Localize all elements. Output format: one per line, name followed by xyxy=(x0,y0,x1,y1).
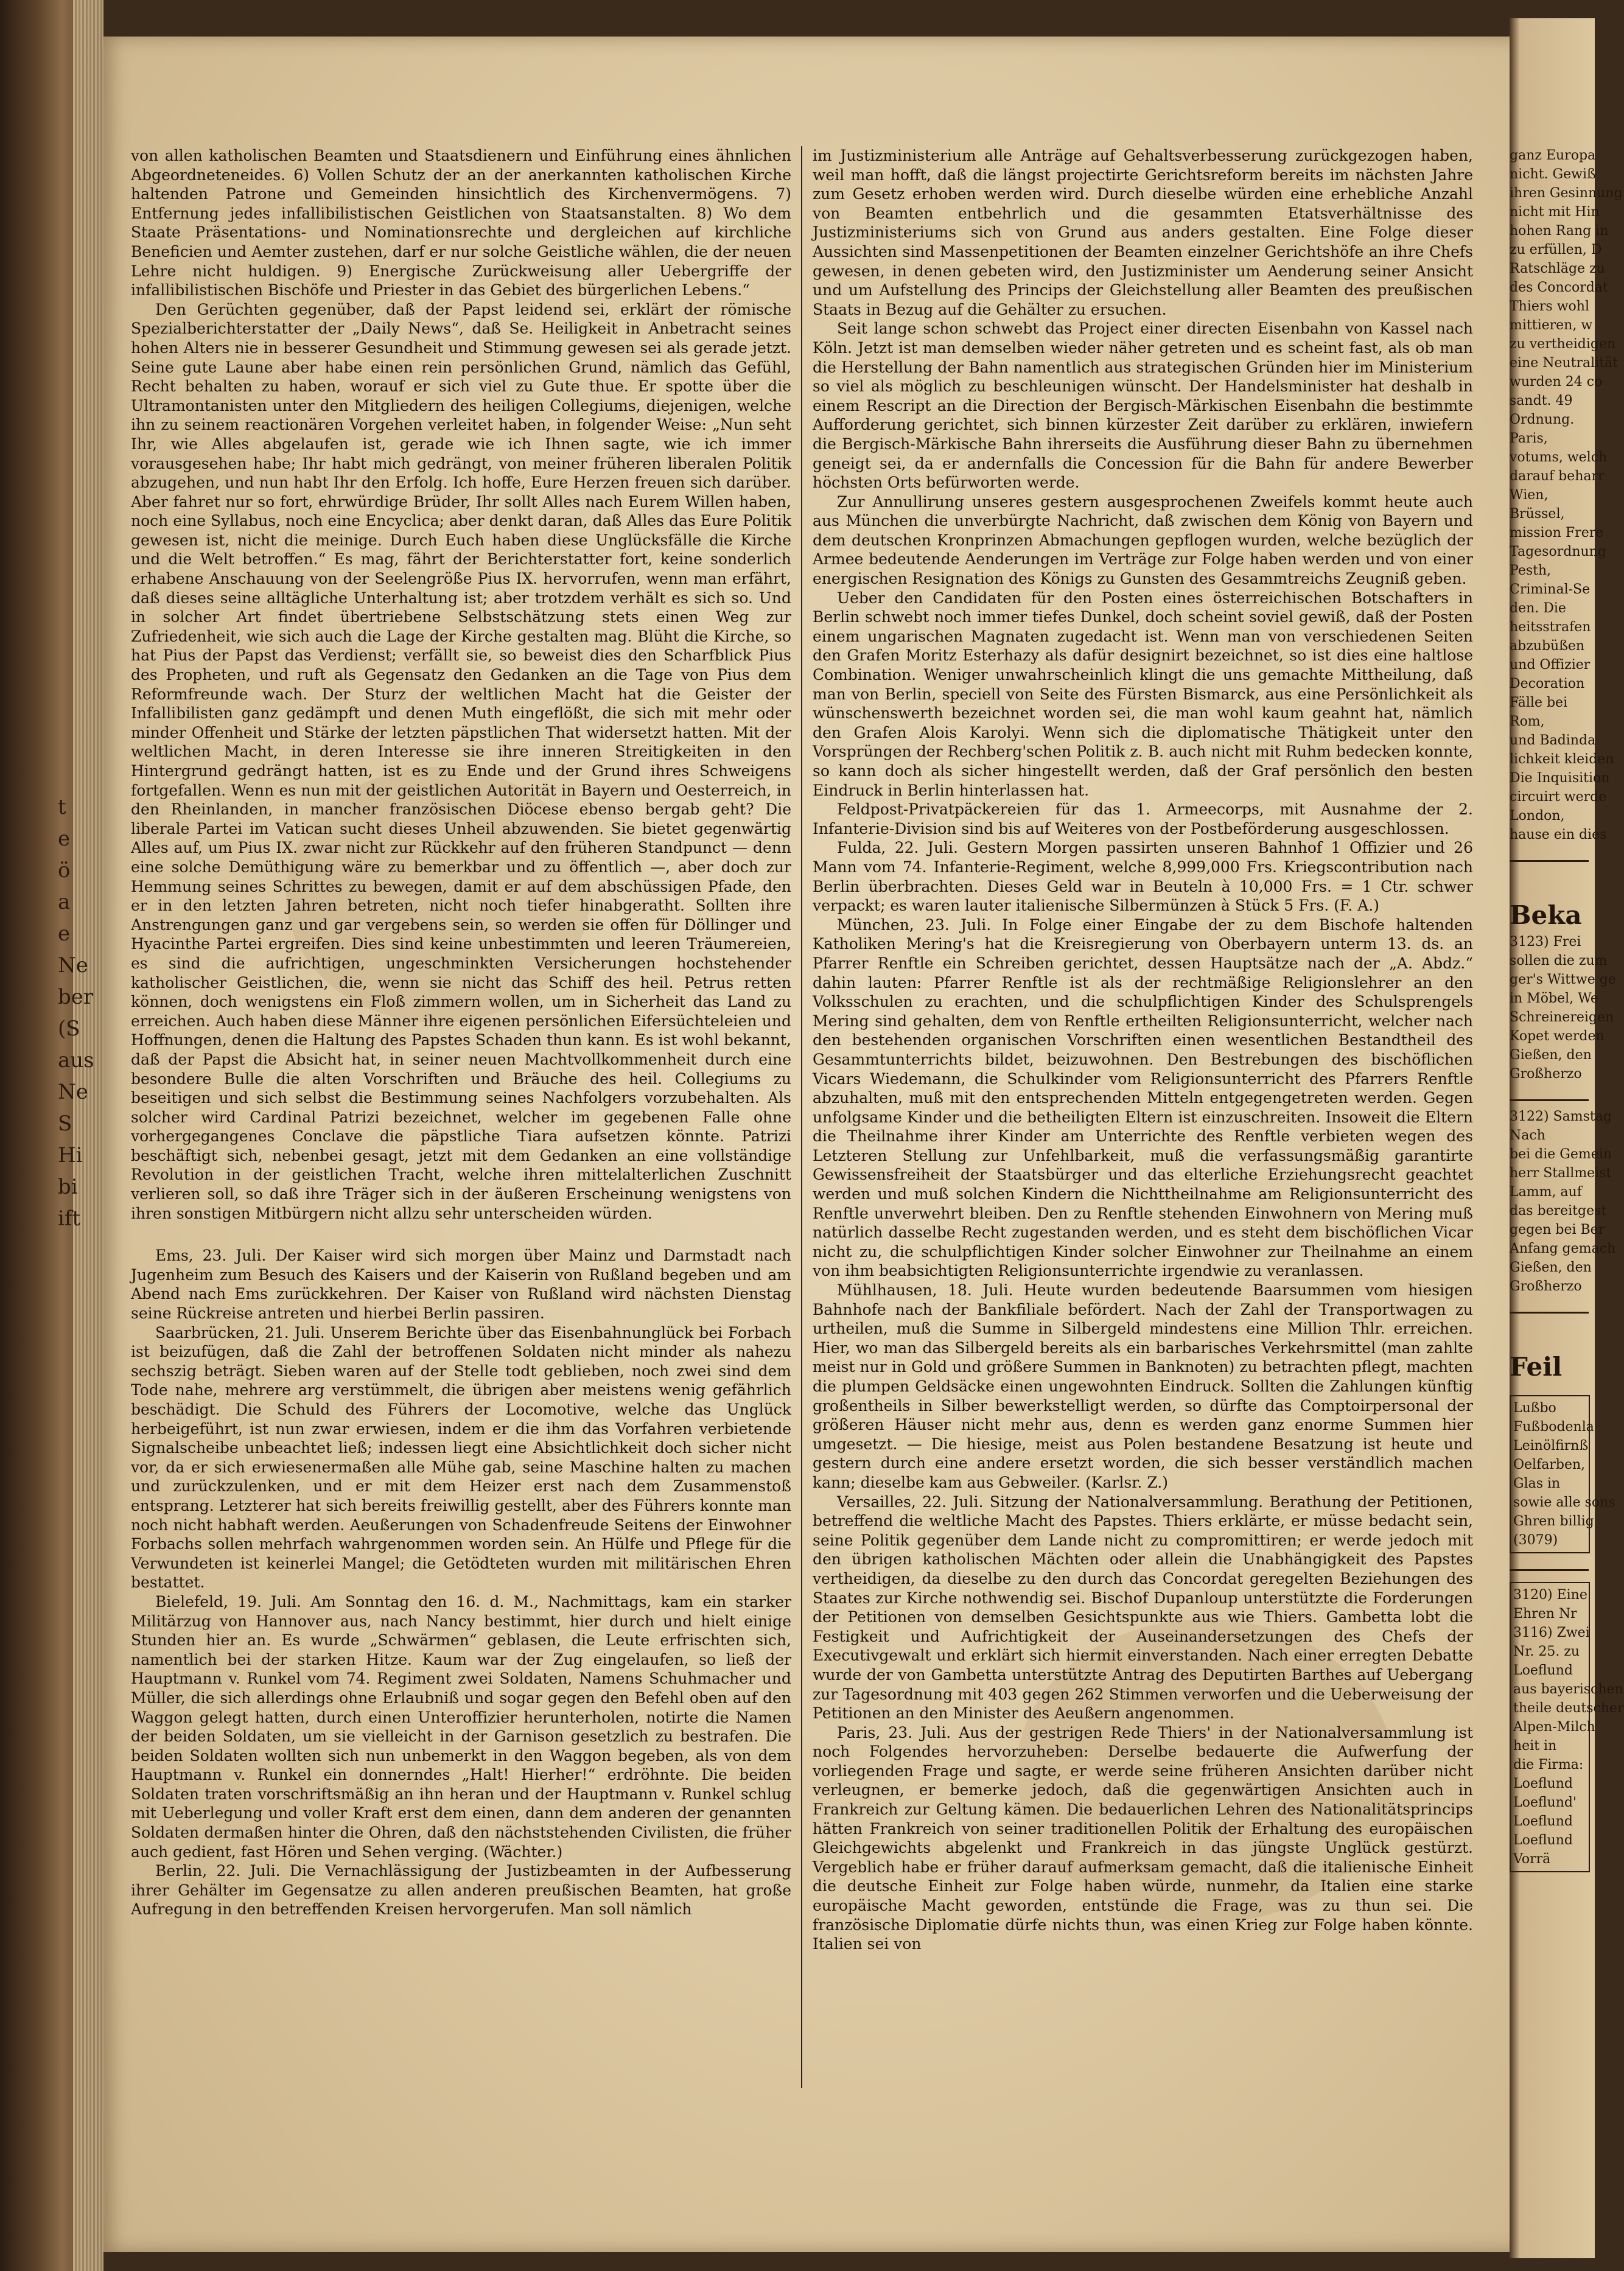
article-column-right xyxy=(813,146,1473,2094)
sidebar-line: theile deutscher xyxy=(1513,1701,1624,1716)
sidebar-line: das bereitgest xyxy=(1510,1203,1607,1219)
sidebar-line: ganz Europa xyxy=(1510,148,1596,163)
sidebar-line: zu erfüllen, D xyxy=(1510,242,1602,257)
news-item-berlin: Berlin, 22. Juli. Die Vernachlässigung der Justizbeamten in der Aufbesserung ihrer Gehälter im Gegensatze zu allen anderen preußischen Beamten, hat große Aufregung in den betreffenden Kreisen hervorgerufen. Man soll nämlich xyxy=(131,1862,791,1919)
sidebar-line: Ordnung. xyxy=(1510,412,1575,427)
sidebar-line: den. Die xyxy=(1510,601,1566,616)
left-margin-fragments xyxy=(58,791,100,2009)
sidebar-line: darauf beharr xyxy=(1510,469,1605,484)
sidebar-line: Pesth, xyxy=(1510,563,1552,578)
sidebar-line: eine Neutralität xyxy=(1510,355,1619,371)
margin-fragment: Ne xyxy=(58,1080,88,1104)
margin-fragment: (S xyxy=(58,1017,80,1041)
sidebar-line: Paris, xyxy=(1510,431,1548,446)
sidebar-line: Ghren billig xyxy=(1513,1514,1594,1529)
sidebar-line: Nach xyxy=(1510,1128,1545,1143)
news-item-bielefeld: Bielefeld, 19. Juli. Am Sonntag den 16. d. M., Nachmittags, kam ein starker Militärzug von Hannover aus, nach Nancy bestimmt, hier durch und hielt einige Stunden hier an. Es wurde „Schwärmen“ geblasen, die Leute erfrischten sich, namentlich bei der starken Hitze. Kaum war der Zug eingelaufen, so ließ der Hauptmann v. Runkel vom 74. Regiment zwei Soldaten, Namens Schuhmacher und Müller, die sich allerdings ohne Erlaubniß und sogar gegen den Befehl oben auf den Waggon gelegt hatten, durch einen Unteroffizier herunterholen, notirte die Namen der beiden Soldaten, um sie vielleicht in der Garnison gesetzlich zu bestrafen. Die beiden Soldaten wollten sich nun unbemerkt in den Waggon begeben, als von dem Hauptmann v. Runkel ein donnerndes „Halt! Hierher!“ erdröhnte. Die beiden Soldaten traten vorschriftsmäßig an ihn heran und der Hauptmann v. Runkel schlug mit Ueberlegung und voller Kraft erst dem einen, dann dem anderen der genannten Soldaten dermaßen hinter die Ohren, daß den nächststehenden Civilisten, die früher auch gedient, fast Hören und Sehen verging. (Wächter.) xyxy=(131,1592,791,1861)
margin-fragment: ift xyxy=(58,1206,81,1231)
sidebar-line: lichkeit kleiden xyxy=(1510,752,1614,767)
sidebar-line: nicht mit Hin xyxy=(1510,205,1600,220)
sidebar-line: Criminal-Se xyxy=(1510,582,1591,597)
sidebar-line: Leinölfirnß xyxy=(1513,1438,1589,1454)
sidebar-line: Fußbodenla xyxy=(1513,1419,1594,1435)
sidebar-line: wurden 24 co xyxy=(1510,374,1603,390)
sidebar-line: Lamm, auf xyxy=(1510,1184,1582,1200)
sidebar-line: London, xyxy=(1510,808,1565,824)
sidebar-line: aus bayerischen xyxy=(1513,1682,1623,1697)
news-item-muehlhausen: Mühlhausen, 18. Juli. Heute wurden bedeutende Baarsummen vom hiesigen Bahnhofe nach der Bankfiliale befördert. Nach der Zahl der Transportwagen zu urtheilen, muß die Summe in Silbergeld mindestens eine Million Thlr. erreichen. Hier, wo man das Silbergeld bereits als ein barbarisches Verkehrsmittel (man zahlte meist nur in Gold und größere Summen in Banknoten) zu betrachten pflegt, machten die plumpen Geldsäcke einen ungewohnten Eindruck. Sollten die Zahlungen künftig großentheils in Silber bewerkstelligt werden, so dürfte das Comptoirpersonal der größeren Häuser nicht mehr aus, denn es werden ganz enorme Summen hier umgesetzt. — Die hiesige, meist aus Polen bestandene Besatzung ist heute und gestern durch eine andere ersetzt worden, die sich besser verständlich machen kann; dieselbe kam aus Gebweiler. (Karlsr. Z.) xyxy=(813,1281,1473,1491)
article-paragraph: Seit lange schon schwebt das Project einer directen Eisenbahn von Kassel nach Köln. Jetzt ist man demselben wieder näher getreten und es scheint fast, als ob man die Herstellung der Bahn namentlich aus strategischen Gründen hier im Ministerium so viel als möglich zu beschleunigen wünscht. Der Handelsminister hat deshalb in einem Rescript an die Direction der Bergisch-Märkischen Eisenbahn die bestimmte Aufforderung gerichtet, sich binnen kürzester Zeit darüber zu erklären, inwiefern die Bergisch-Märkische Bahn ihrerseits die Ausführung dieser Bahn zu übernehmen geneigt sei, da er andernfalls die Concession für die Bahn für andere Bewerber höchsten Orts befürworten werde. xyxy=(813,320,1473,492)
sidebar-line: 3116) Zwei xyxy=(1513,1625,1590,1640)
sidebar-line: Loeflund xyxy=(1513,1814,1573,1829)
adjacent-page-fragments xyxy=(1510,146,1624,2155)
news-item-ems: Ems, 23. Juli. Der Kaiser wird sich morgen über Mainz und Darmstadt nach Jugenheim zum Besuch des Kaisers und der Kaiserin von Rußland begeben und am Abend nach Ems zurückkehren. Der Kaiser von Rußland wird nächsten Dienstag seine Rückreise antreten und hierbei Berlin passiren. xyxy=(131,1247,791,1323)
sidebar-line: Brüssel, xyxy=(1510,506,1565,522)
sidebar-line: Fälle bei xyxy=(1510,695,1568,710)
sidebar-advertisement xyxy=(1510,1582,1624,1872)
column-divider xyxy=(801,146,802,2088)
sidebar-line: 3122) Samstag xyxy=(1510,1109,1612,1124)
sidebar-line: Thiers wohl xyxy=(1510,299,1589,314)
section-rule xyxy=(1510,1099,1589,1101)
sidebar-line: mittieren, w xyxy=(1510,318,1593,333)
sidebar-line: Vorrä xyxy=(1513,1852,1551,1867)
sidebar-line: Gießen, den xyxy=(1510,1260,1592,1275)
sidebar-line: Wien, xyxy=(1510,488,1549,503)
sidebar-line: des Concordat xyxy=(1510,280,1608,295)
sidebar-line: Oelfarben, xyxy=(1513,1457,1586,1472)
margin-fragment: Ne xyxy=(58,953,88,978)
sidebar-line: ger's Wittwe ge xyxy=(1510,972,1616,987)
article-paragraph: Feldpost-Privatpäckereien für das 1. Armeecorps, mit Ausnahme der 2. Infanterie-Division sind bis auf Weiteres von der Postbeförderung ausgeschlossen. xyxy=(813,800,1473,838)
margin-fragment: bi xyxy=(58,1175,78,1199)
margin-fragment: t xyxy=(58,795,66,819)
article-paragraph: Ueber den Candidaten für den Posten eines österreichischen Botschafters in Berlin schwebt noch immer tiefes Dunkel, doch scheint soviel gewiß, daß der Posten einem ungarischen Magnaten zugedacht ist. Wenn man von verschiedenen Seiten den Grafen Moritz Esterhazy als dafür designirt bezeichnet, so ist dies eine haltlose Combination. Weniger unwahrscheinlich klingt die uns gemachte Mittheilung, daß man von Berlin, speciell von Seite des Fürsten Bismarck, aus eine Persönlichkeit als wünschenswerth bezeichnet worden sei, die man wohl kaum geahnt hat, nämlich den Grafen Alois Karolyi. Wenn sich die diplomatische Thätigkeit unter den Vorsprüngen der Rechberg'schen Politik z. B. auch nicht mit Ruhm bedecken konnte, so kann doch als sicher hingestellt werden, daß der Graf persönlich den besten Eindruck in Berlin hinterlassen hat. xyxy=(813,589,1473,799)
margin-fragment: e xyxy=(58,922,71,946)
news-item-versailles: Versailles, 22. Juli. Sitzung der Nationalversammlung. Berathung der Petitionen, betreffend die weltliche Macht des Papstes. Thiers erklärte, er müsse bedacht sein, seine Politik gegenüber dem Lande nicht zu compromittiren; er werde jedoch mit den übrigen katholischen Mächten oder allein die Unabhängigkeit des Papstes vertheidigen, da dieselbe zu den durch das Concordat geregelten Beziehungen des Staates zur Kirche nothwendig sei. Bischof Dupanloup unterstützte die Forderungen der Petitionen von demselben Gesichtspunkte aus wie Thiers. Gambetta lobt die Festigkeit und Aufrichtigkeit der Auseinandersetzungen des Chefs der Executivgewalt und erklärt sich hiermit einverstanden. Nach einer erregten Debatte wurde der von Gambetta unterstützte Antrag des Deputirten Barthes auf Uebergang zur Tagesordnung mit 403 gegen 262 Stimmen verworfen und die Ueberweisung der Petitionen an den Minister des Aeußern angenommen. xyxy=(813,1492,1473,1723)
sidebar-line: Decoration xyxy=(1510,676,1585,691)
sidebar-line: die Firma: xyxy=(1513,1757,1584,1772)
sidebar-line: 3120) Eine xyxy=(1513,1587,1587,1603)
article-paragraph: Zur Annullirung unseres gestern ausgesprochenen Zweifels kommt heute auch aus München die unverbürgte Nachricht, daß zwischen dem König von Bayern und dem deutschen Kronprinzen Abmachungen gepflogen wurden, welche bezüglich der Armee bedeutende Aenderungen im Verträge zur Folge haben werden und von einer energischen Resignation des Königs zu Gunsten des Gesammtreichs Zeugniß geben. xyxy=(813,492,1473,588)
section-rule xyxy=(1510,1569,1589,1571)
article-paragraph: im Justizministerium alle Anträge auf Gehaltsverbesserung zurückgezogen haben, weil man hofft, daß die längst projectirte Gerichtsreform bereits im nächsten Jahre zum Gesetz erhoben werden wird. Durch dieselbe würden eine erhebliche Anzahl von Beamten entbehrlich und die gesammten Etatsverhältnisse des Justizministeriums sich von Grund aus anders gestalten. Eine Folge dieser Aussichten sind Massenpetitionen der Beamten einzelner Gerichtshöfe an ihre Chefs gewesen, in denen gebeten wird, den Justizminister um Aenderung seiner Ansicht und um Aufstellung des Princips der Gleichstellung aller Beamten des preußischen Staats in Bezug auf die Gehälter zu ersuchen. xyxy=(813,147,1473,318)
sidebar-notice xyxy=(1510,1107,1616,1296)
sidebar-line: nicht. Gewiß xyxy=(1510,167,1596,182)
margin-fragment: aus xyxy=(58,1048,94,1073)
margin-fragment: ö xyxy=(58,858,71,883)
sidebar-line: Kopet werden xyxy=(1510,1029,1605,1044)
sidebar-line: in Möbel, We xyxy=(1510,991,1598,1006)
sidebar-line: sollen die zum xyxy=(1510,953,1608,968)
sidebar-line: Nr. 25. zu xyxy=(1513,1644,1580,1659)
margin-fragment: ber xyxy=(58,985,94,1009)
sidebar-line: Die Inquisition xyxy=(1510,771,1610,786)
sidebar-line: 3123) Frei xyxy=(1510,934,1581,950)
sidebar-line: Großherzo xyxy=(1510,1279,1582,1294)
article-paragraph: Den Gerüchten gegenüber, daß der Papst leidend sei, erklärt der römische Spezialberichterstatter der „Daily News“, daß Se. Heiligkeit in Anbetracht seines hohen Alters nie in besserer Gesundheit und Stimmung gewesen sei als gerade jetzt. Seine gute Laune aber habe einen rein persönlichen Grund, nämlich das Gefühl, Recht behalten zu haben, worauf er sich viel zu Gute thue. Er spotte über die Ultramontanisten unter den Mitgliedern des heiligen Collegiums, diejenigen, welche ihn zu seinem reactionären Vorgehen verleitet haben, in folgender Weise: „Nun seht Ihr, wie Alles abgelaufen ist, gerade wie ich Ihnen sagte, wie ich immer vorausgesehen habe; Ihr habt mich gedrängt, von meiner früheren liberalen Politik abzugehen, und nun habt Ihr den Erfolg. Ich hoffe, Eure Herzen freuen sich darüber. Aber fahret nur so fort, ehrwürdige Brüder, Ihr sollt Alles nach Eurem Willen haben, noch eine Syllabus, noch eine Encyclica; aber denkt daran, daß Alles das Eure Politik gewesen ist, nicht die meinige. Durch Euch haben diese Unglücksfälle die Kirche und die Welt betroffen.“ Es mag, fährt der Berichterstatter fort, keine sonderlich erhabene Anschauung von der Seelengröße Pius IX. hervorrufen, wenn man erfährt, daß dieses seine alltägliche Unterhaltung ist; aber trotzdem verhält es sich so. Und in solcher Art findet übertriebene Selbstschätzung stets einen Weg zur Zufriedenheit, wie sich auch die Lage der Kirche gestalten mag. Blüht die Kirche, so hat Pius der Papst das Verdienst; verfällt sie, so beweist dies den Scharfblick Pius des Propheten, und ruft als Gegensatz den Gedanken an die Tage von Pius dem Reformfreunde wach. Der Sturz der weltlichen Macht hat die Geister der Infallibilisten ganz gedämpft und denen Muth eingeflößt, die sich mit mehr oder minder Offenheit und Stärke der letzten päpstlichen That widersetzt hatten. Mit der weltlichen Macht, in deren Interesse sie ihre inneren Streitigkeiten in den Hintergrund gedrängt hatten, ist es zu Ende und der Grund ihres Schweigens fortgefallen. Wenn es nun mit der geistlichen Autorität in Bayern und Oesterreich, in den Rheinlanden, in mancher französischen Diöcese ebenso bergab geht? Die liberale Partei im Vatican sucht dieses Unheil abzuwenden. Sie bietet gegenwärtig Alles auf, um Pius IX. zwar nicht zur Rückkehr auf den früheren Standpunct — denn eine solche Demüthigung wäre zu bemerkbar und zu öffentlich —, aber doch zur Hemmung seines Schrittes zu bewegen, damit er auf dem abschüssigen Pfade, den er in den letzten Jahren betreten, nicht noch tiefer hinabgeratht. Sollten ihre Anstrengungen ganz und gar vergebens sein, so werden sie offen für Döllinger und Hyacinthe Partei ergreifen. Dies sind keine unbestimmten und leeren Träumereien, es sind die aufrichtigen, ungeschminkten Versicherungen hochstehender katholischer Geistlichen, die, wenn sie nicht das Schiff des heil. Petrus retten können, doch wenigstens ein Floß zimmern wollen, um in Sicherheit das Land zu erreichen. Auch haben diese Männer ihre eigenen persönlichen Eifersüchteleien und Hoffnungen, denen die Haltung des Papstes Schaden thun kann. Es ist wohl bekannt, daß der Papst die Absicht hat, in seiner neuen Machtvollkommenheit durch eine besondere Bulle die alten Vorschriften und Bräuche des heil. Collegiums zu beseitigen und sich selbst die Bestimmung seines Nachfolgers vorzubehalten. Als solcher wird Cardinal Patrizi bezeichnet, welcher im gegebenen Falle ohne vorhergegangenes Conclave die päpstliche Tiara aufsetzen könnte. Patrizi beschäftigt sich, nebenbei gesagt, jetzt mit dem Gedanken an eine vollständige Revolution in der geistlichen Tracht, welche ihren mittelalterlichen Zuschnitt verlieren soll, so daß ihre Träger sich in der äußeren Erscheinung wenigstens von ihren sonstigen Mitbürgern nicht allzu sehr unterscheiden würden. xyxy=(131,300,791,1222)
sidebar-line: Loeflund' xyxy=(1513,1795,1577,1810)
article-paragraph: von allen katholischen Beamten und Staatsdienern und Einführung eines ähnlichen Abgeordneteneides. 6) Vollen Schutz der an der anerkannten katholischen Kirche haltenden Patrone und Gemeinden hinsichtlich des Kirchenvermögens. 7) Entfernung jedes infallibilistischen Geistlichen von Staatsanstalten. 8) Wo dem Staate Präsentations- und Nominationsrechte und dergleichen auf kirchliche Beneficien und Aemter zustehen, darf er nur solche Geistliche wählen, die der neuen Lehre nicht huldigen. 9) Energische Zurückweisung aller Uebergriffe der infallibilistischen Bischöfe und Priester in das Gebiet des bürgerlichen Lebens.“ xyxy=(131,147,791,299)
sidebar-line: Alpen-Milch xyxy=(1513,1720,1595,1735)
sidebar-line: Loeflund xyxy=(1513,1776,1573,1791)
sidebar-line: Glas in xyxy=(1513,1476,1561,1491)
sidebar-line: gegen bei Ber xyxy=(1510,1222,1605,1237)
margin-fragment: S xyxy=(58,1111,72,1136)
sidebar-line: Loeflund xyxy=(1513,1833,1573,1848)
sidebar-line: und Offizier xyxy=(1510,657,1591,673)
sidebar-line: heit in xyxy=(1513,1738,1557,1754)
sidebar-line: zu vertheidigen xyxy=(1510,337,1616,352)
sidebar-line: heitsstrafen xyxy=(1510,620,1591,635)
sidebar-line: bei die Gemein xyxy=(1510,1147,1612,1162)
sidebar-line: votums, welch xyxy=(1510,450,1608,465)
sidebar-line: hause ein dies xyxy=(1510,827,1607,842)
sidebar-line: sandt. 49 xyxy=(1510,393,1573,408)
sidebar-line: Anfang gemach xyxy=(1510,1241,1616,1256)
sidebar-notice xyxy=(1510,933,1616,1083)
sidebar-line: circuirt werde xyxy=(1510,789,1607,805)
sidebar-line: sowie alle sons xyxy=(1513,1495,1615,1510)
sidebar-line: und Badinda xyxy=(1510,733,1596,748)
news-item-paris: Paris, 23. Juli. Aus der gestrigen Rede Thiers' in der Nationalversammlung ist noch Folgendes hervorzuheben: Derselbe bedauerte die Aufwerfung der vorliegenden Frage und sagte, er werde seine früheren Ansichten darüber nicht verleugnen, er bemerke jedoch, daß die gegenwärtigen Ansichten auch in Frankreich zur Geltung kämen. Die bedauerlichen Lehren des Nationalitätsprincips hätten Frankreich von seiner traditionellen Politik der Erhaltung des europäischen Gleichgewichts abgelenkt und Frankreich in das jüngste Unglück gestürzt. Vergeblich habe er früher darauf aufmerksam gemacht, daß die italienische Einheit die deutsche Einheit zur Folge haben würde, nunmehr, da Italien eine starke europäische Macht geworden, entstünde die Frage, was zu thun sei. Die französische Diplomatie dürfe nichts thun, was einen Krieg zur Folge haben könnte. Italien sei von xyxy=(813,1723,1473,1953)
sidebar-line: Lußbo xyxy=(1513,1401,1556,1416)
section-rule xyxy=(1510,860,1589,862)
sidebar-line: mission Frere xyxy=(1510,525,1604,541)
news-item-saarbruecken: Saarbrücken, 21. Juli. Unserem Berichte über das Eisenbahnunglück bei Forbach ist beizufügen, daß die Zahl der betroffenen Soldaten nicht minder als nahezu sechszig beträgt. Sieben waren auf der Stelle todt geblieben, noch zwei sind dem Tode nahe, mehrere arg verstümmelt, die übrigen aber meistens wenig gefährlich beschädigt. Die Schuld des Führers der Locomotive, welche das Unglück herbeigeführt, ist nun zwar erwiesen, indem er die ihm das Vorfahren verbietende Signalscheibe unbeachtet ließ; indessen liegt eine Absichtlichkeit doch sicher nicht vor, da er sich erwiesenermaßen alle Mühe gab, seine Maschine halten zu machen und zurückzulenken, und er mit dem Heizer erst nach dem Zusammenstoß entsprang. Letzterer hat sich bereits freiwillig gestellt, aber des Führers konnte man noch nicht habhaft werden. Aeußerungen von Schadenfreude Seitens der Einwohner Forbachs sollen mehrfach wahrgenommen worden sein. An Hülfe und Pflege für die Verwundeten ist keinerlei Mangel; die Getödteten wurden mit militärischen Ehren bestattet. xyxy=(131,1323,791,1592)
article-column-left xyxy=(131,146,791,2094)
sidebar-line: Loeflund xyxy=(1513,1663,1573,1678)
sidebar-line: ihren Gesinnung xyxy=(1510,186,1623,201)
sidebar-advertisement xyxy=(1510,1395,1615,1553)
sidebar-line: abzubüßen xyxy=(1510,639,1585,654)
sidebar-line: Ratschläge zu xyxy=(1510,261,1605,276)
sidebar-line: Schreinereigen xyxy=(1510,1010,1614,1025)
sidebar-heading: Feil xyxy=(1510,1352,1563,1382)
sidebar-line: hohen Rang in xyxy=(1510,223,1609,239)
margin-fragment: Hi xyxy=(58,1143,83,1167)
news-item-muenchen: München, 23. Juli. In Folge einer Eingabe der zu dem Bischofe haltenden Katholiken Mering's hat die Kreisregierung von Oberbayern unterm 13. ds. an Pfarrer Renftle ein Schreiben gerichtet, dessen Hauptsätze nach der „A. Abdz.“ dahin lauten: Pfarrer Renftle ist als der rechtmäßige Religionslehrer an den Volksschulen zu erachten, und die schulpflichtigen Kinder des Schulsprengels Mering sind gehalten, dem von Renftle ertheilten Religionsunterricht, welcher nach den bestehenden organischen Vorschriften einen wesentlichen Bestandtheil des Gesammtunterrichts bildet, beizuwohnen. Den Bestrebungen des bischöflichen Vicars Wiedemann, die Schulkinder vom Religionsunterricht des Pfarrers Renftle abzuhalten, muß mit den entsprechenden Mitteln entgegengetreten werden. Gegen unfolgsame Kinder und die betheiligten Eltern ist einzuschreiten. Insoweit die Eltern die Theilnahme ihrer Kinder am Unterrichte des Renftle verbieten wegen des Letzteren Stellung zur Unfehlbarkeit, muß die verfassungsmäßig garantirte Gewissensfreiheit der Staatsbürger und das elterliche Erziehungsrecht geachtet werden und muß solchen Kindern die Nichttheilnahme am Religionsunterricht des Renftle unverwehrt bleiben. Den zu Renftle stehenden Einwohnern von Mering muß natürlich dasselbe Recht zugestanden werden, und es steht dem bischöflichen Vicar nicht zu, die schulpflichtigen Kinder solcher Einwohner zur Theilnahme an einem von ihm beabsichtigten Religionsunterrichte irgendwie zu veranlassen. xyxy=(813,915,1473,1280)
sidebar-news-fragments xyxy=(1510,146,1623,844)
sidebar-line: Tagesordnung xyxy=(1510,544,1606,559)
margin-fragment: e xyxy=(58,827,71,851)
sidebar-line: Rom, xyxy=(1510,714,1545,729)
sidebar-heading: Beka xyxy=(1510,900,1582,930)
section-rule xyxy=(1510,1312,1589,1314)
sidebar-line: Ehren Nr xyxy=(1513,1606,1577,1622)
sidebar-line: Gießen, den xyxy=(1510,1048,1592,1063)
sidebar-line: Großherzo xyxy=(1510,1066,1582,1082)
news-item-fulda: Fulda, 22. Juli. Gestern Morgen passirten unseren Bahnhof 1 Offizier und 26 Mann vom 74. Infanterie-Regiment, welche 8,999,000 Frs. Kriegscontribution nach Berlin überbrachten. Dieses Geld war in Beuteln à 10,000 Frs. = 1 Ctr. schwer verpackt; es waren lauter italienische Silbermünzen à Stück 5 Frs. (F. A.) xyxy=(813,839,1473,915)
margin-fragment: a xyxy=(58,890,71,914)
sidebar-line: herr Stallmeist xyxy=(1510,1166,1612,1181)
sidebar-line: (3079) xyxy=(1513,1533,1558,1548)
